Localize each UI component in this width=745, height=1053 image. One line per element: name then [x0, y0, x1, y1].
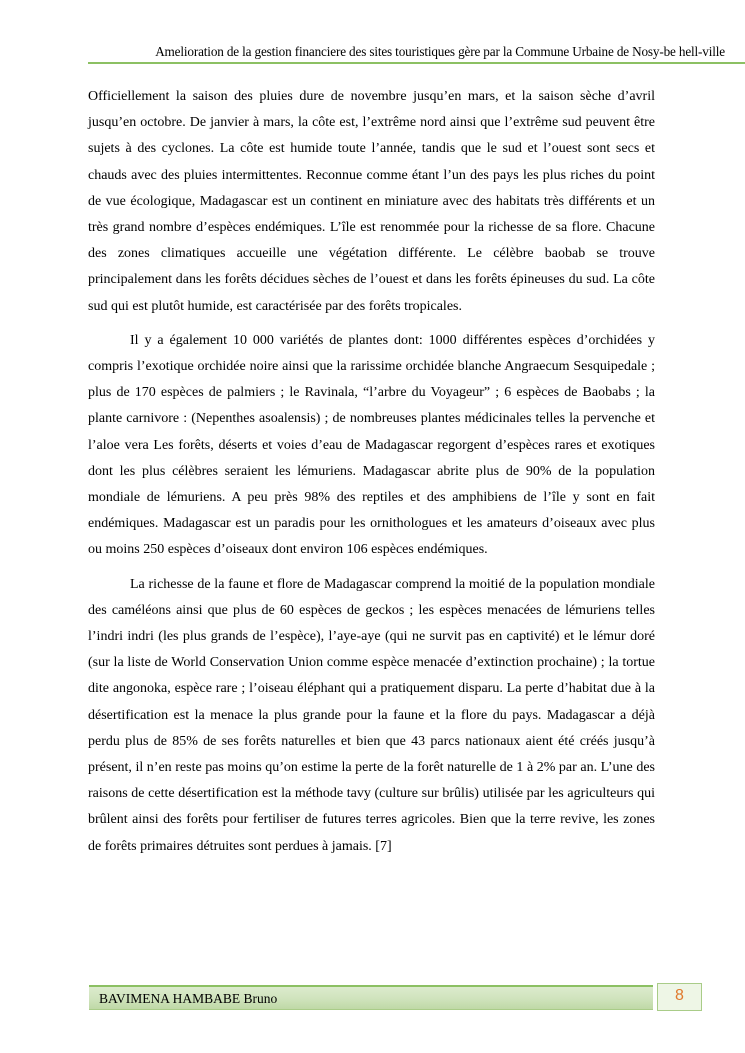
paragraph-flora: Il y a également 10 000 variétés de plantes dont: 1000 différentes espèces d’orchidées y compris l’exotique orchidée noire ainsi que la rarissime orchidée blanche Angraecum Sesquipedale ; plus de 170 espèces de palmiers ; le Ravinala, “l’arbre du Voyageur” ; 6 espèces de Baobabs ; la plante carnivore : (Nepenthes asoalensis) ; de nombreuses plantes médicinales telles la pervenche et l’aloe vera Les forêts, déserts et voies d’eau de Madagascar regorgent d’espèces rares et exotiques dont les plus célèbres seraient les lémuriens. Madagascar abrite plus de 90% de la population mondiale de lémuriens. A peu près 98% des reptiles et des amphibiens de l’île y sont en fait endémiques. Madagascar est un paradis pour les ornithologues et les amateurs d’oiseaux avec plus ou moins 250 espèces d’oiseaux dont environ 106 espèces endémiques. — [88, 332, 655, 558]
footer-bar — [89, 985, 653, 1010]
body-text — [88, 84, 655, 868]
paragraph-climate: Officiellement la saison des pluies dure de novembre jusqu’en mars, et la saison sèche d’avril jusqu’en octobre. De janvier à mars, la côte est, l’extrême nord ainsi que l’extrême sud peuvent être sujets à des cyclones. La côte est humide toute l’année, tandis que le sud et l’ouest sont secs et chauds avec des pluies intermittentes. Reconnue comme étant l’un des pays les plus riches du point de vue écologique, Madagascar est un continent en miniature avec des habitats très différents et un très grand nombre d’espèces endémiques. L’île est renommée pour la richesse de sa flore. Chacune des zones climatiques accueille une végétation différente. Le célèbre baobab se trouve principalement dans les forêts décidues sèches de l’ouest et dans les forêts épineuses du sud. La côte sud qui est plutôt humide, est caractérisée par des forêts tropicales. — [88, 89, 655, 314]
page-number-box — [657, 983, 702, 1011]
page-number: 8 — [675, 987, 684, 1004]
header-rule — [88, 62, 745, 64]
paragraph-fauna: La richesse de la faune et flore de Madagascar comprend la moitié de la population mondiale des caméléons ainsi que plus de 60 espèces de geckos ; les espèces menacées de lémuriens telles l’indri indri (les plus grands de l’espèce), l’aye-aye (qui ne survit pas en captivité) et le lémur doré (sur la liste de World Conservation Union comme espèce menacée d’extinction prochaine) ; la tortue dite angonoka, espèce rare ; l’oiseau éléphant qui a pratiquement disparu. La perte d’habitat due à la désertification est la menace la plus grande pour la faune et la flore du pays. Madagascar a déjà perdu plus de 85% de ses forêts naturelles et bien que 43 parcs nationaux aient été créés jusqu’à présent, il n’en reste pas moins qu’on estime la perte de la forêt naturelle de 1 à 2% par an. L’une des raisons de cette désertification est la méthode tavy (culture sur brûlis) utilisée par les agriculteurs qui brûlent ainsi des forêts pour fertiliser de futures terres agricoles. Bien que la terre revive, les zones de forêts primaires détruites sont perdues à jamais. [7] — [88, 576, 655, 854]
footer-author: BAVIMENA HAMBABE Bruno — [99, 991, 278, 1006]
running-header: Amelioration de la gestion financiere des sites touristiques gère par la Commune Urbaine de Nosy-be hell-ville — [155, 44, 725, 59]
